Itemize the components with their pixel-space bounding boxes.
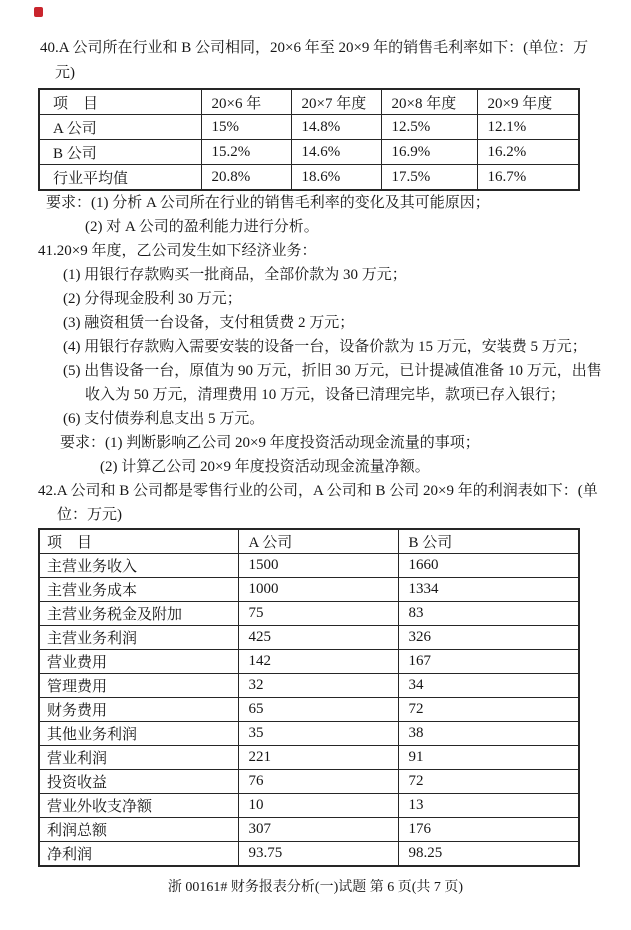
table-header-cell: 项 目 bbox=[39, 529, 238, 554]
table-row bbox=[39, 554, 579, 578]
table-header-row bbox=[39, 89, 579, 115]
table-cell: 20.8% bbox=[201, 165, 291, 191]
table-row bbox=[39, 722, 579, 746]
table-row bbox=[39, 794, 579, 818]
table-cell: 12.5% bbox=[381, 115, 477, 140]
table-cell: 76 bbox=[238, 770, 398, 794]
exam-page-content bbox=[38, 36, 602, 867]
table-cell: 15% bbox=[201, 115, 291, 140]
table-cell: 167 bbox=[398, 650, 579, 674]
question-41-item-2: (2) 分得现金股利 30 万元； bbox=[63, 291, 242, 307]
table-cell: 10 bbox=[238, 794, 398, 818]
table-cell: 利润总额 bbox=[39, 818, 238, 842]
table-row bbox=[39, 674, 579, 698]
table-header-cell: A 公司 bbox=[238, 529, 398, 554]
table-cell: 93.75 bbox=[238, 842, 398, 867]
table-cell: 32 bbox=[238, 674, 398, 698]
table-cell: 主营业务利润 bbox=[39, 626, 238, 650]
table-cell: 主营业务收入 bbox=[39, 554, 238, 578]
table-cell: 财务费用 bbox=[39, 698, 238, 722]
table-cell: 72 bbox=[398, 770, 579, 794]
table-cell: 16.7% bbox=[477, 165, 579, 191]
table-cell: 营业费用 bbox=[39, 650, 238, 674]
question-41-item-6: (6) 支付债券利息支出 5 万元。 bbox=[63, 411, 265, 427]
table-header-row bbox=[39, 529, 579, 554]
question-40-requirement-2: (2) 对 A 公司的盈利能力进行分析。 bbox=[85, 219, 319, 235]
question-40-line-2: 元) bbox=[55, 65, 75, 81]
table-row bbox=[39, 626, 579, 650]
question-41-item-3: (3) 融资租赁一台设备，支付租赁费 2 万元； bbox=[63, 315, 355, 331]
table-cell: 18.6% bbox=[291, 165, 381, 191]
table-cell: 13 bbox=[398, 794, 579, 818]
table-cell: 12.1% bbox=[477, 115, 579, 140]
table-cell: 净利润 bbox=[39, 842, 238, 867]
table-cell: 主营业务成本 bbox=[39, 578, 238, 602]
table-cell: 221 bbox=[238, 746, 398, 770]
table-cell: 16.2% bbox=[477, 140, 579, 165]
table-row bbox=[39, 698, 579, 722]
table-row bbox=[39, 140, 579, 165]
table-cell: 管理费用 bbox=[39, 674, 238, 698]
table-cell: A 公司 bbox=[39, 115, 201, 140]
table-cell: 行业平均值 bbox=[39, 165, 201, 191]
table-cell: 1660 bbox=[398, 554, 579, 578]
question-41-requirement-1: 要求：(1) 判断影响乙公司 20×9 年度投资活动现金流量的事项； bbox=[60, 435, 480, 451]
table-row bbox=[39, 115, 579, 140]
question-41-item-4: (4) 用银行存款购入需要安装的设备一台，设备价款为 15 万元，安装费 5 万元； bbox=[63, 339, 587, 355]
question-41-line-1: 41.20×9 年度，乙公司发生如下经济业务： bbox=[38, 243, 317, 259]
table-cell: 35 bbox=[238, 722, 398, 746]
table-cell: 16.9% bbox=[381, 140, 477, 165]
table-cell: 142 bbox=[238, 650, 398, 674]
table-cell: 营业利润 bbox=[39, 746, 238, 770]
table-cell: 34 bbox=[398, 674, 579, 698]
table-cell: 1500 bbox=[238, 554, 398, 578]
question-41-item-5: (5) 出售设备一台，原值为 90 万元，折旧 30 万元，已计提减值准备 10 万元，出售 bbox=[63, 363, 602, 379]
table-row bbox=[39, 578, 579, 602]
table-row bbox=[39, 818, 579, 842]
red-stamp-mark bbox=[34, 7, 43, 17]
table-cell: 91 bbox=[398, 746, 579, 770]
question-42-line-2: 位：万元) bbox=[57, 507, 122, 523]
table-cell: 176 bbox=[398, 818, 579, 842]
table-cell: 17.5% bbox=[381, 165, 477, 191]
table-cell: 主营业务税金及附加 bbox=[39, 602, 238, 626]
table-cell: 98.25 bbox=[398, 842, 579, 867]
table-header-cell: 项 目 bbox=[39, 89, 201, 115]
table-row bbox=[39, 602, 579, 626]
question-42-line-1: 42.A 公司和 B 公司都是零售行业的公司，A 公司和 B 公司 20×9 年的利润表如下：(单 bbox=[38, 483, 598, 499]
table-cell: 投资收益 bbox=[39, 770, 238, 794]
table-cell: 1000 bbox=[238, 578, 398, 602]
table-row bbox=[39, 746, 579, 770]
table-cell: 其他业务利润 bbox=[39, 722, 238, 746]
table-header-cell: 20×7 年度 bbox=[291, 89, 381, 115]
table-header-cell: 20×9 年度 bbox=[477, 89, 579, 115]
table-header-cell: 20×8 年度 bbox=[381, 89, 477, 115]
table-cell: 14.8% bbox=[291, 115, 381, 140]
table-row bbox=[39, 770, 579, 794]
question-41-item-5-continued: 收入为 50 万元，清理费用 10 万元，设备已清理完毕，款项已存入银行； bbox=[85, 387, 566, 403]
question-41-item-1: (1) 用银行存款购买一批商品，全部价款为 30 万元； bbox=[63, 267, 407, 283]
table-cell: 38 bbox=[398, 722, 579, 746]
table-cell: 83 bbox=[398, 602, 579, 626]
page-footer: 浙 00161# 财务报表分析(一)试题 第 6 页(共 7 页) bbox=[167, 880, 464, 895]
table-cell: 425 bbox=[238, 626, 398, 650]
table-cell: B 公司 bbox=[39, 140, 201, 165]
table-cell: 营业外收支净额 bbox=[39, 794, 238, 818]
question-41-requirement-2: (2) 计算乙公司 20×9 年度投资活动现金流量净额。 bbox=[100, 459, 430, 475]
table-cell: 1334 bbox=[398, 578, 579, 602]
question-40-line-1: 40.A 公司所在行业和 B 公司相同，20×6 年至 20×9 年的销售毛利率如下：(单位：万 bbox=[40, 40, 589, 56]
table-row bbox=[39, 650, 579, 674]
table-row bbox=[39, 165, 579, 191]
table-cell: 326 bbox=[398, 626, 579, 650]
question-40-requirement-1: 要求：(1) 分析 A 公司所在行业的销售毛利率的变化及其可能原因； bbox=[46, 195, 490, 211]
table-cell: 14.6% bbox=[291, 140, 381, 165]
table-header-cell: B 公司 bbox=[398, 529, 579, 554]
table-row bbox=[39, 842, 579, 867]
gross-margin-table bbox=[38, 88, 580, 191]
income-statement-table bbox=[38, 528, 580, 867]
table-cell: 75 bbox=[238, 602, 398, 626]
table-cell: 72 bbox=[398, 698, 579, 722]
table-header-cell: 20×6 年 bbox=[201, 89, 291, 115]
table-cell: 15.2% bbox=[201, 140, 291, 165]
table-cell: 65 bbox=[238, 698, 398, 722]
table-cell: 307 bbox=[238, 818, 398, 842]
